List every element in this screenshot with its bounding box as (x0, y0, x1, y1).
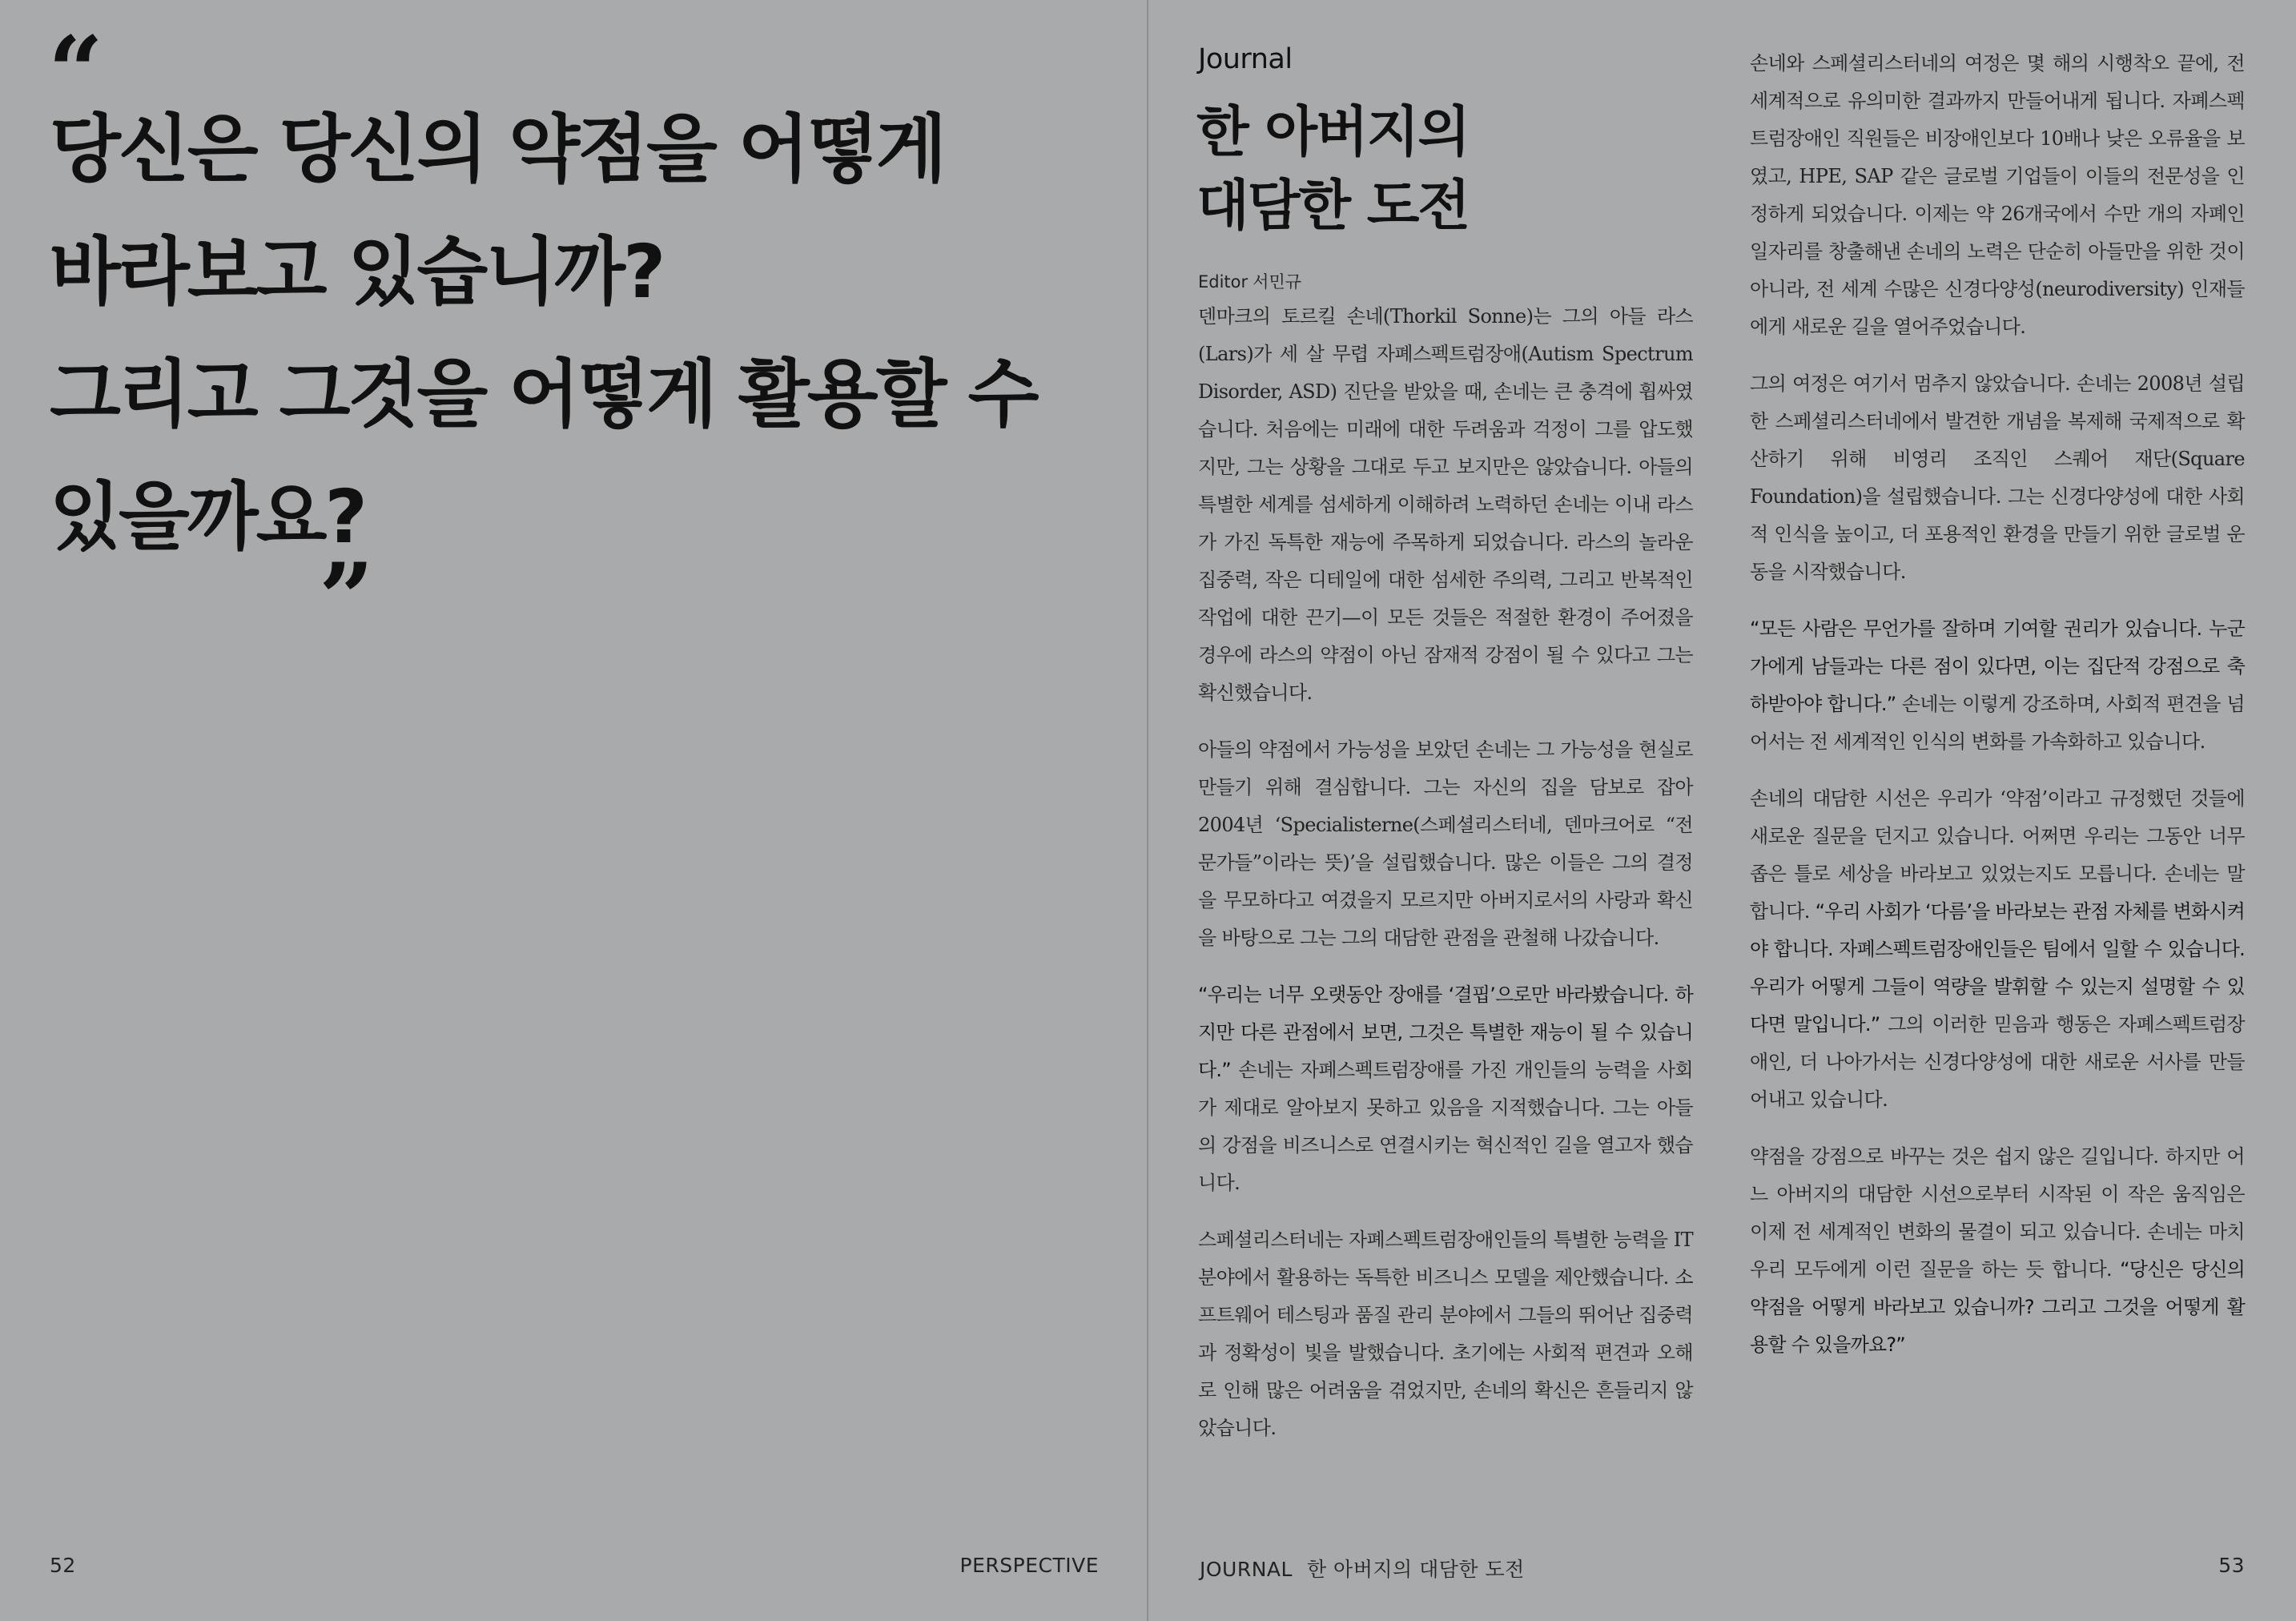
article-column-1 (1198, 298, 1693, 1466)
page-number-right: 53 (2218, 1554, 2245, 1577)
close-quote-mark: ” (319, 542, 375, 655)
section-footer-left: PERSPECTIVE (959, 1554, 1099, 1577)
pull-quote-line: 당신은 당신의 약점을 어떻게 (50, 107, 945, 192)
pull-quote (50, 88, 1091, 578)
paragraph-text: 손네의 대담한 시선은 우리가 ‘약점’이라고 규정했던 것들에 새로운 질문을 던지고 있습니다. 어쩌면 우리는 그동안 너무 좁은 틀로 세상을 바라보고 있었는지도 모릅니다. 손네는 말합니다. (1750, 787, 2245, 923)
open-quote-mark: “ (48, 15, 104, 128)
article-column-2 (1750, 45, 2245, 1383)
quote-paragraph (1750, 610, 2245, 761)
paragraph-continuation: 손네는 이렇게 강조하며, 사회적 편견을 넘어서는 전 세계적인 인식의 변화를 가속화하고 있습니다. (1750, 693, 2245, 753)
page-number-left: 52 (50, 1554, 76, 1577)
right-page (1148, 0, 2296, 1621)
mixed-paragraph (1750, 780, 2245, 1119)
body-paragraph: 덴마크의 토르킬 손네(Thorkil Sonne)는 그의 아들 라스(Lars)가 세 살 무렵 자폐스펙트럼장애(Autism Spectrum Disorder, ASD) 진단을 받았을 때, 손네는 큰 충격에 휩싸였습니다. 처음에는 미래에 대한 두려움과 걱정이 그를 압도했지만, 그는 상황을 그대로 두고 보지만은 않았습니다. 아들의 특별한 세계를 섬세하게 이해하려 노력하던 손네는 이내 라스가 가진 독특한 재능에 주목하게 되었습니다. 라스의 놀라운 집중력, 작은 디테일에 대한 섬세한 주의력, 그리고 반복적인 작업에 대한 끈기—이 모든 것들은 적절한 환경이 주어졌을 경우에 라스의 약점이 아닌 잠재적 강점이 될 수 있다고 그는 확신했습니다. (1198, 305, 1693, 704)
paragraph-text: 약점을 강점으로 바꾸는 것은 쉽지 않은 길입니다. 하지만 어느 아버지의 대담한 시선으로부터 시작된 이 작은 움직임은 이제 전 세계적인 변화의 물결이 되고 있습니다. 손네는 마치 우리 모두에게 이런 질문을 하는 듯 합니다. (1750, 1145, 2245, 1281)
body-paragraph: 스페셜리스터네는 자폐스펙트럼장애인들의 특별한 능력을 IT 분야에서 활용하는 독특한 비즈니스 모델을 제안했습니다. 소프트웨어 테스팅과 품질 관리 분야에서 그들의 뛰어난 집중력과 정확성이 빛을 발했습니다. 초기에는 사회적 편견과 오해로 인해 많은 어려움을 겪었지만, 손네의 확신은 흔들리지 않았습니다. (1198, 1229, 1693, 1439)
article-title-line: 한 아버지의 (1196, 101, 1470, 164)
pull-quote-line: 바라보고 있습니까? (50, 229, 664, 315)
inline-quote: “당신은 당신의 약점을 어떻게 바라보고 있습니까? 그리고 그것을 어떻게 활용할 수 있을까요?” (1750, 1258, 2245, 1356)
quote-paragraph (1198, 976, 1693, 1202)
body-paragraph: 손네와 스페셜리스터네의 여정은 몇 해의 시행착오 끝에, 전 세계적으로 유의미한 결과까지 만들어내게 됩니다. 자폐스펙트럼장애인 직원들은 비장애인보다 10배나 낮은 오류율을 보였고, HPE, SAP 같은 글로벌 기업들이 이들의 전문성을 인정하게 되었습니다. 이제는 약 26개국에서 수만 개의 자폐인 일자리를 창출해낸 손네의 노력은 단순히 아들만을 위한 것이 아니라, 전 세계 수많은 신경다양성(neurodiversity) 인재들에게 새로운 길을 열어주었습니다. (1750, 52, 2245, 338)
inline-quote: “모든 사람은 무언가를 잘하며 기여할 권리가 있습니다. 누군가에게 남들과는 다른 점이 있다면, 이는 집단적 강점으로 축하받아야 합니다.” (1750, 617, 2245, 715)
editor-name: 서민규 (1253, 272, 1302, 292)
section-footer-right (1200, 1554, 1525, 1583)
editor-role: Editor (1198, 272, 1249, 292)
pull-quote-line: 그리고 그것을 어떻게 활용할 수 (50, 352, 1037, 437)
pull-quote-line: 있을까요? (50, 474, 365, 560)
article-title (1196, 96, 1645, 243)
footer-article-title: 한 아버지의 대담한 도전 (1306, 1558, 1525, 1581)
body-paragraph: 아들의 약점에서 가능성을 보았던 손네는 그 가능성을 현실로 만들기 위해 결심합니다. 그는 자신의 집을 담보로 잡아 2004년 ‘Specialisterne(스페셜리스터네, 덴마크어로 “전문가들”이라는 뜻)’을 설립했습니다. 많은 이들은 그의 결정을 무모하다고 여겼을지 모르지만 아버지로서의 사랑과 확신을 바탕으로 그는 그의 대담한 관점을 관철해 나갔습니다. (1198, 738, 1693, 949)
inline-quote: “우리는 너무 오랫동안 장애를 ‘결핍’으로만 바라봤습니다. 하지만 다른 관점에서 보면, 그것은 특별한 재능이 될 수 있습니다.” (1198, 983, 1693, 1081)
paragraph-continuation: 손네는 자폐스펙트럼장애를 가진 개인들의 능력을 사회가 제대로 알아보지 못하고 있음을 지적했습니다. 그는 아들의 강점을 비즈니스로 연결시키는 혁신적인 길을 열고자 했습니다. (1198, 1059, 1693, 1194)
inline-quote: “우리 사회가 ‘다름’을 바라보는 관점 자체를 변화시켜야 합니다. 자폐스펙트럼장애인들은 팀에서 일할 수 있습니다. 우리가 어떻게 그들이 역량을 발휘할 수 있는지 설명할 수 있다면 말입니다.” (1750, 900, 2245, 1036)
article-title-line: 대담한 도전 (1196, 175, 1470, 238)
footer-section-name: JOURNAL (1200, 1558, 1293, 1581)
mixed-paragraph (1750, 1138, 2245, 1364)
body-paragraph: 그의 여정은 여기서 멈추지 않았습니다. 손네는 2008년 설립한 스페셜리스터네에서 발견한 개념을 복제해 국제적으로 확산하기 위해 비영리 조직인 스퀘어 재단(Square Foundation)을 설립했습니다. 그는 신경다양성에 대한 사회적 인식을 높이고, 더 포용적인 환경을 만들기 위한 글로벌 운동을 시작했습니다. (1750, 372, 2245, 583)
editor-credit (1198, 269, 1301, 293)
paragraph-continuation: 그의 이러한 믿음과 행동은 자폐스펙트럼장애인, 더 나아가서는 신경다양성에 대한 새로운 서사를 만들어내고 있습니다. (1750, 1013, 2245, 1111)
section-label: Journal (1198, 43, 1293, 75)
